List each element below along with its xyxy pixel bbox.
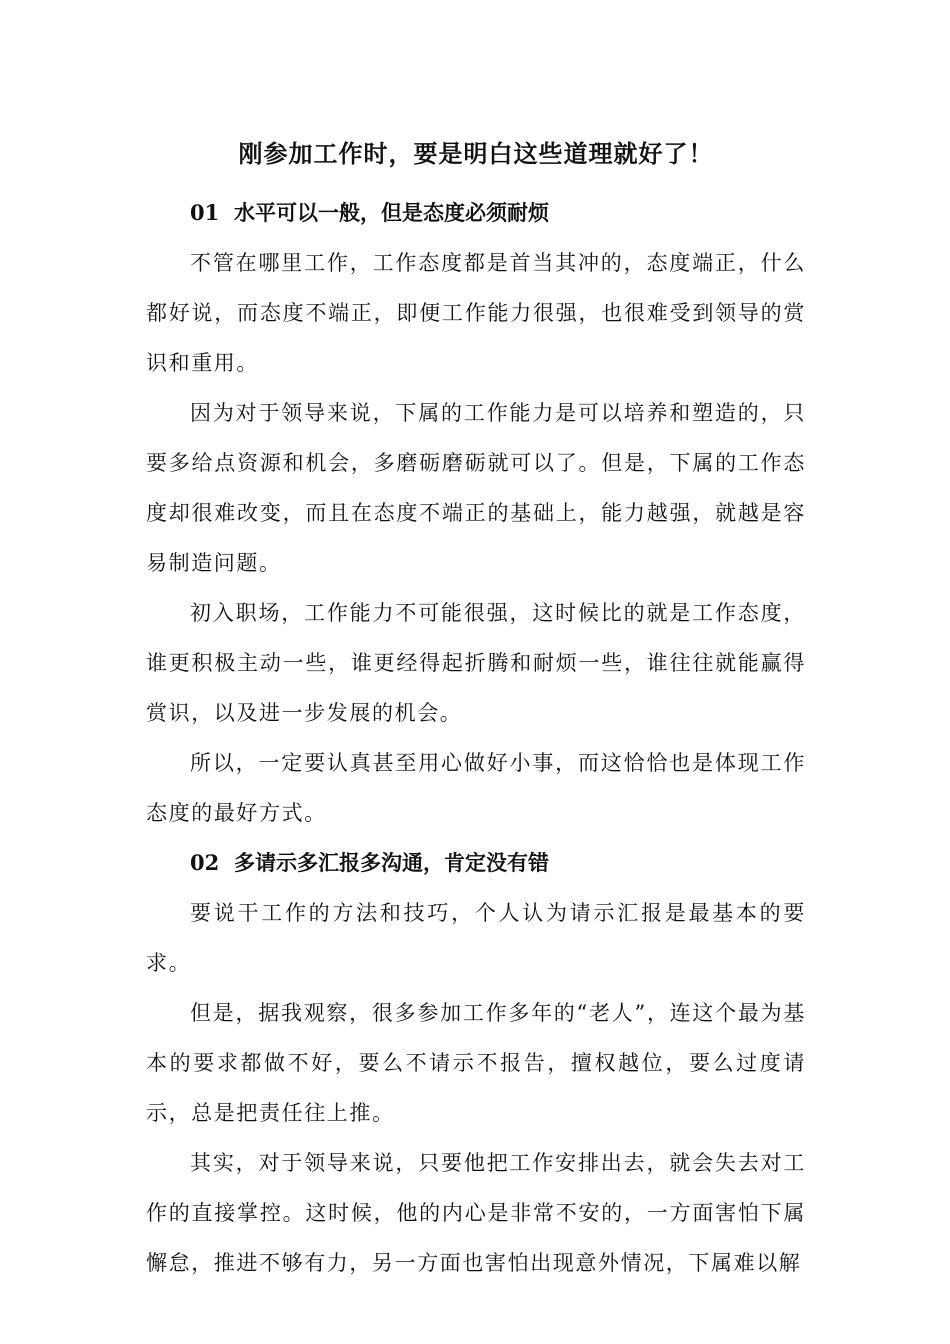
paragraph: 要说干工作的方法和技巧，个人认为请示汇报是最基本的要求。 xyxy=(146,901,806,975)
section-number: 01 xyxy=(190,200,220,225)
section-01 xyxy=(146,188,806,838)
document-page xyxy=(146,128,806,1288)
section-heading-text: 多请示多汇报多沟通，肯定没有错 xyxy=(234,850,549,875)
paragraph: 其实，对于领导来说，只要他把工作安排出去，就会失去对工作的直接掌控。这时候，他的内心是非常不安的，一方面害怕下属懈怠，推进不够有力，另一方面也害怕出现意外情况，下属难以解 xyxy=(146,1151,806,1275)
paragraph: 因为对于领导来说，下属的工作能力是可以培养和塑造的，只要多给点资源和机会，多磨砺磨砺就可以了。但是，下属的工作态度却很难改变，而且在态度不端正的基础上，能力越强，就越是容易制造问题。 xyxy=(146,401,806,575)
paragraph: 所以，一定要认真甚至用心做好小事，而这恰恰也是体现工作态度的最好方式。 xyxy=(146,751,806,825)
section-heading xyxy=(146,188,806,238)
section-heading-text: 水平可以一般，但是态度必须耐烦 xyxy=(234,200,549,225)
paragraph: 但是，据我观察，很多参加工作多年的“老人”，连这个最为基本的要求都做不好，要么不请示不报告，擅权越位，要么过度请示，总是把责任往上推。 xyxy=(146,1001,806,1125)
paragraph: 不管在哪里工作，工作态度都是首当其冲的，态度端正，什么都好说，而态度不端正，即便工作能力很强，也很难受到领导的赏识和重用。 xyxy=(146,251,806,375)
paragraph: 初入职场，工作能力不可能很强，这时候比的就是工作态度，谁更积极主动一些，谁更经得起折腾和耐烦一些，谁往往就能赢得赏识，以及进一步发展的机会。 xyxy=(146,601,806,725)
document-title: 刚参加工作时，要是明白这些道理就好了！ xyxy=(238,139,714,168)
section-number: 02 xyxy=(190,850,220,875)
section-heading xyxy=(146,838,806,888)
section-02 xyxy=(146,838,806,1288)
